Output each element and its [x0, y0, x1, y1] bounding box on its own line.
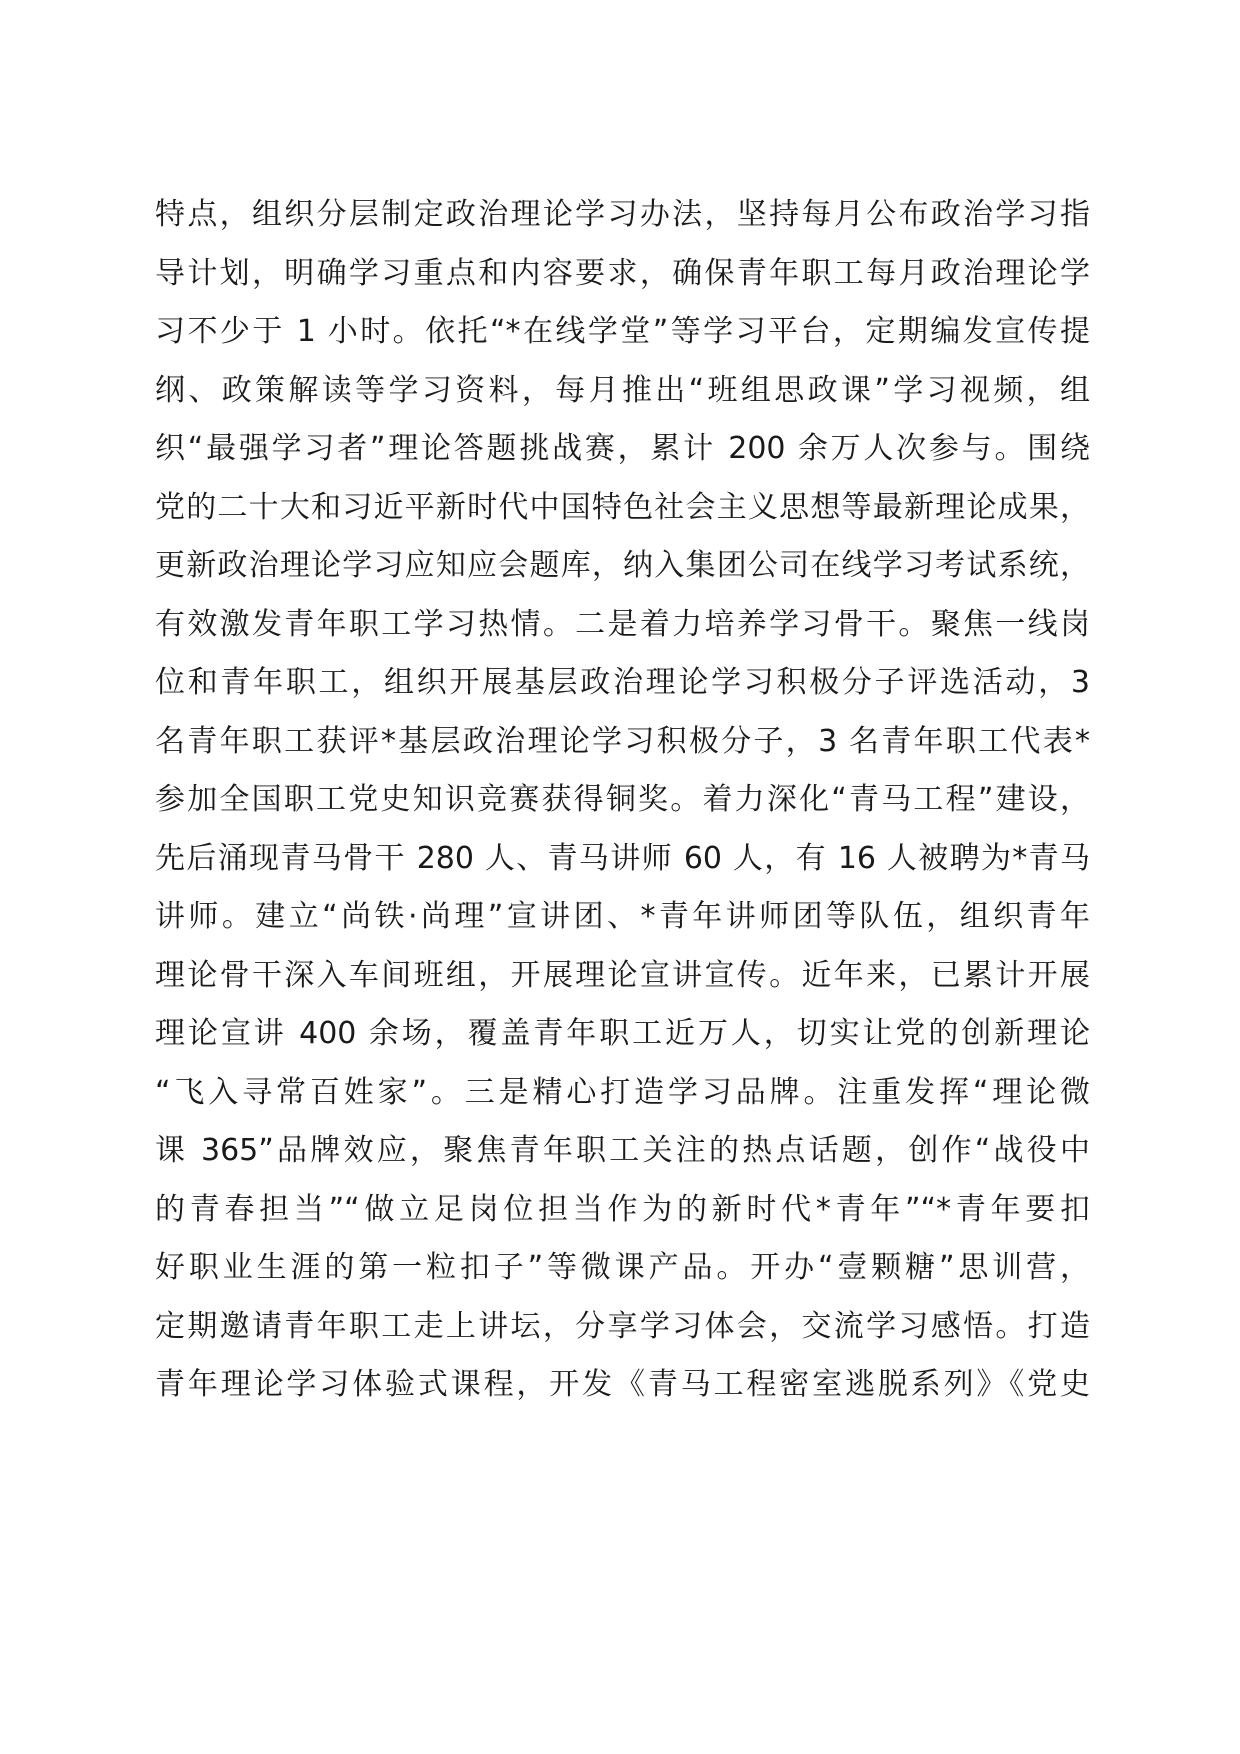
text-line: 导计划，明确学习重点和内容要求，确保青年职工每月政治理论学	[155, 255, 1090, 291]
text-line: 讲师。建立“尚铁·尚理”宣讲团、*青年讲师团等队伍，组织青年	[155, 899, 1090, 934]
text-line: 课 365”品牌效应，聚焦青年职工关注的热点话题，创作“战役中	[155, 1133, 1090, 1168]
text-line: 的青春担当”“做立足岗位担当作为的新时代*青年”“*青年要扣	[155, 1191, 1090, 1227]
text-line: 参加全国职工党史知识竞赛获得铜奖。着力深化“青马工程”建设，	[155, 782, 1090, 817]
body-paragraph	[155, 186, 1090, 1415]
text-line: 理论宣讲 400 余场，覆盖青年职工近万人，切实让党的创新理论	[155, 1016, 1090, 1051]
text-line: “飞入寻常百姓家”。三是精心打造学习品牌。注重发挥“理论微	[155, 1074, 1090, 1110]
text-line: 习不少于 1 小时。依托“*在线学堂”等学习平台，定期编发宣传提	[155, 314, 1090, 349]
text-line: 理论骨干深入车间班组，开展理论宣讲宣传。近年来，已累计开展	[155, 957, 1090, 993]
text-line: 青年理论学习体验式课程，开发《青马工程密室逃脱系列》《党史	[155, 1367, 1090, 1402]
text-line: 党的二十大和习近平新时代中国特色社会主义思想等最新理论成果，	[155, 489, 1090, 525]
text-line: 名青年职工获评*基层政治理论学习积极分子，3 名青年职工代表*	[155, 723, 1090, 759]
text-line: 位和青年职工，组织开展基层政治理论学习积极分子评选活动，3	[155, 665, 1090, 700]
text-line: 好职业生涯的第一粒扣子”等微课产品。开办“壹颗糖”思训营，	[155, 1250, 1090, 1285]
text-line: 更新政治理论学习应知应会题库，纳入集团公司在线学习考试系统，	[155, 548, 1090, 583]
text-line: 定期邀请青年职工走上讲坛，分享学习体会，交流学习感悟。打造	[155, 1308, 1090, 1344]
text-line: 纲、政策解读等学习资料，每月推出“班组思政课”学习视频，组	[155, 372, 1090, 408]
text-line: 特点，组织分层制定政治理论学习办法，坚持每月公布政治学习指	[155, 197, 1090, 232]
text-line: 有效激发青年职工学习热情。二是着力培养学习骨干。聚焦一线岗	[155, 606, 1090, 642]
text-line: 织“最强学习者”理论答题挑战赛，累计 200 余万人次参与。围绕	[155, 431, 1090, 466]
text-line: 先后涌现青马骨干 280 人、青马讲师 60 人，有 16 人被聘为*青马	[155, 840, 1090, 876]
